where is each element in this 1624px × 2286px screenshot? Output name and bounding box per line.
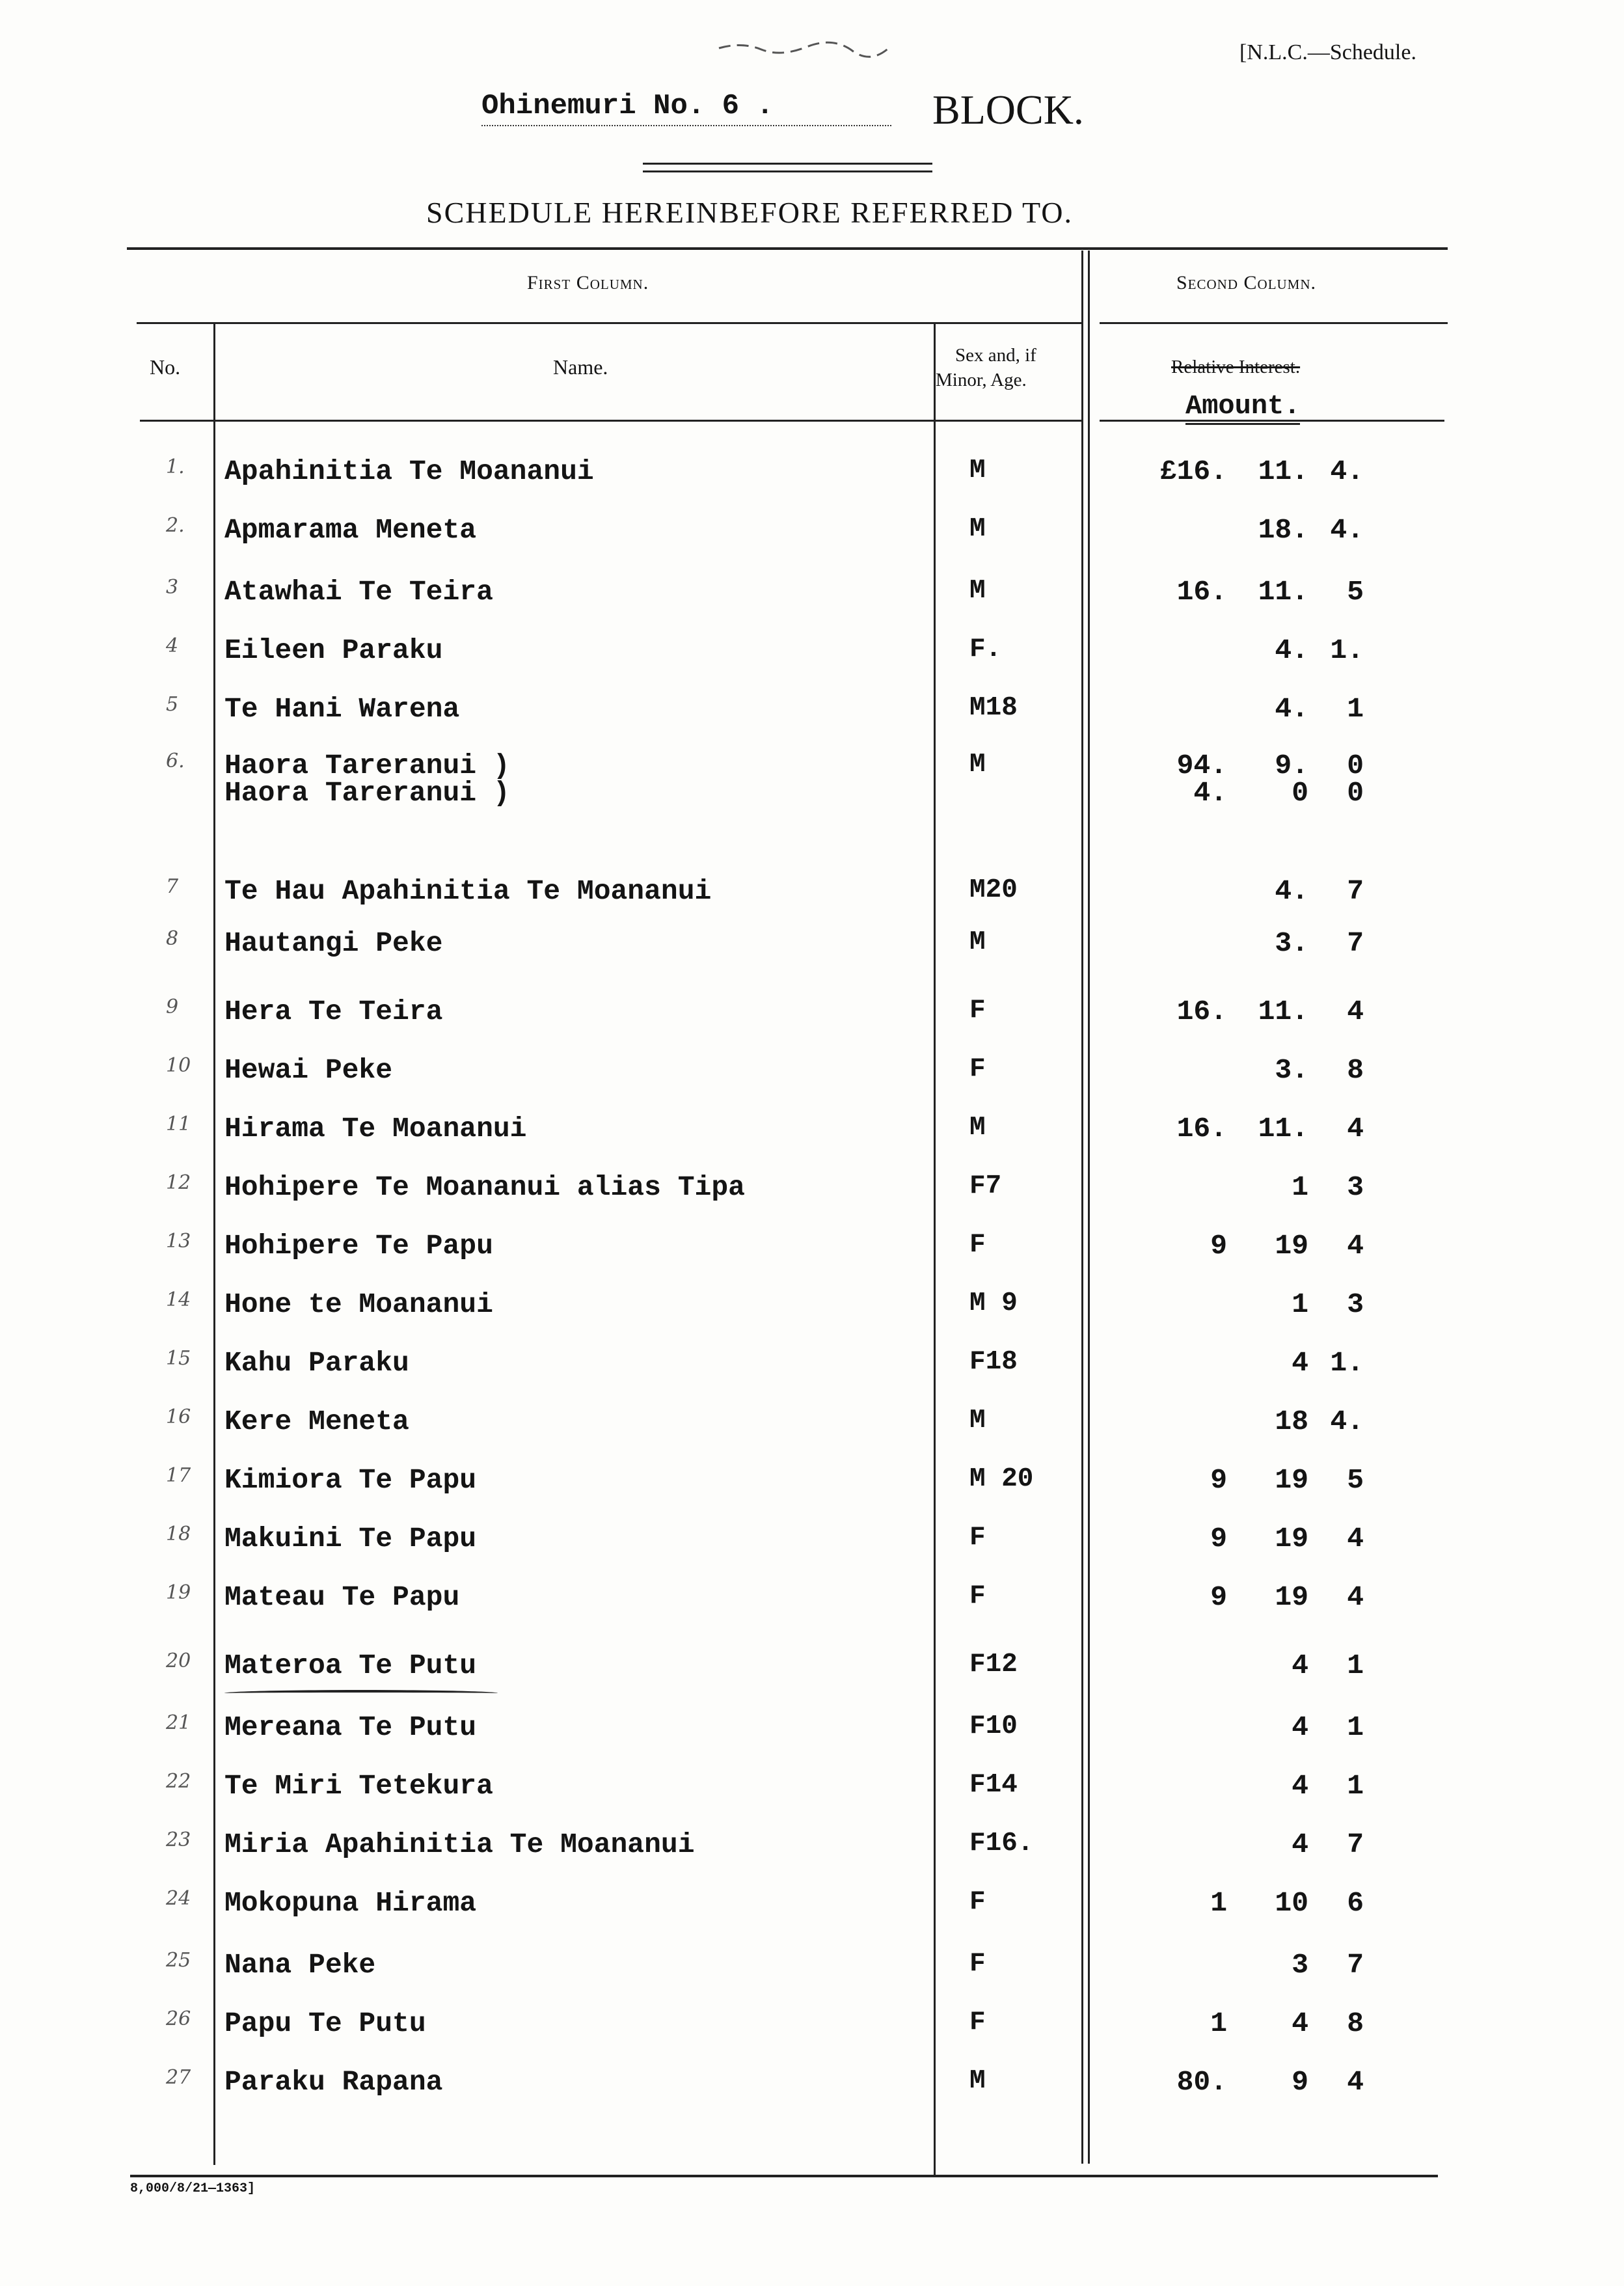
table-row xyxy=(0,1887,1624,1939)
row-name: Makuini Te Papu xyxy=(224,1523,477,1555)
table-row xyxy=(0,1171,1624,1223)
row-name: Apmarama Meneta xyxy=(224,514,477,546)
table-row xyxy=(0,1711,1624,1763)
row-amount-pence: 4 xyxy=(1347,1523,1364,1555)
row-amount-pence: 1. xyxy=(1330,1347,1364,1379)
row-amount-shillings: 4 xyxy=(1292,1650,1308,1681)
name-underline xyxy=(224,1690,498,1696)
row-amount-shillings: 18. xyxy=(1258,514,1308,546)
row-sex-age: M xyxy=(969,2066,986,2096)
row-sex-age: F18 xyxy=(969,1347,1018,1377)
row-name: Nana Peke xyxy=(224,1949,376,1981)
row-amount-pence: 4 xyxy=(1347,1113,1364,1145)
row-amount-pence: 5 xyxy=(1347,576,1364,608)
row-number: 3 xyxy=(166,576,179,599)
row-amount-pounds-second: 4. xyxy=(1193,777,1227,809)
block-name: Ohinemuri No. 6 . xyxy=(481,90,891,126)
row-sex-age: F14 xyxy=(969,1770,1018,1800)
block-label: BLOCK. xyxy=(932,87,1084,133)
row-sex-age: F xyxy=(969,2007,986,2037)
table-row xyxy=(0,1770,1624,1822)
row-amount-pounds: 1 xyxy=(1210,1887,1227,1919)
row-sex-age: M xyxy=(969,1113,986,1143)
first-column-heading: First Column. xyxy=(527,272,649,293)
row-amount-shillings: 3. xyxy=(1275,927,1308,959)
row-amount-pence: 3 xyxy=(1347,1288,1364,1320)
row-amount-pence: 4. xyxy=(1330,456,1364,487)
row-sex-age: F12 xyxy=(969,1650,1018,1680)
row-amount-pence: 1 xyxy=(1347,1650,1364,1681)
row-name: Apahinitia Te Moananui xyxy=(224,456,594,487)
row-sex-age: M xyxy=(969,750,986,780)
table-row xyxy=(0,2066,1624,2118)
row-amount-shillings: 19 xyxy=(1275,1581,1308,1613)
row-number: 14 xyxy=(166,1288,191,1311)
row-amount-shillings: 1 xyxy=(1292,1171,1308,1203)
row-number: 18 xyxy=(166,1523,191,1545)
row-name-second-line: Haora Tareranui ) xyxy=(224,777,510,809)
row-amount-shillings: 11. xyxy=(1258,996,1308,1027)
sex-heading-line1: Sex and, if xyxy=(955,345,1036,366)
table-row xyxy=(0,875,1624,927)
row-amount-pounds: 80. xyxy=(1176,2066,1227,2098)
row-amount-pence: 0 xyxy=(1347,750,1364,782)
row-number: 7 xyxy=(166,875,179,898)
row-amount-pence: 6 xyxy=(1347,1887,1364,1919)
table-row xyxy=(0,1054,1624,1106)
row-sex-age: F xyxy=(969,1054,986,1084)
row-name: Papu Te Putu xyxy=(224,2007,426,2039)
row-amount-pounds: 16. xyxy=(1176,576,1227,608)
table-row xyxy=(0,1347,1624,1399)
row-amount-shillings: 4. xyxy=(1275,634,1308,666)
row-number: 20 xyxy=(166,1650,191,1672)
row-amount-shillings: 3 xyxy=(1292,1949,1308,1981)
row-name: Paraku Rapana xyxy=(224,2066,443,2098)
row-amount-shillings: 4. xyxy=(1275,693,1308,725)
row-sex-age: F xyxy=(969,1887,986,1917)
row-amount-pence: 7 xyxy=(1347,927,1364,959)
row-amount-shillings: 1 xyxy=(1292,1288,1308,1320)
row-amount-pounds: 16. xyxy=(1176,1113,1227,1145)
table-row xyxy=(0,750,1624,809)
row-amount-pence: 4 xyxy=(1347,1581,1364,1613)
row-name: Haora Tareranui ) xyxy=(224,750,510,782)
row-sex-age: F xyxy=(969,1581,986,1611)
row-amount-shillings: 19 xyxy=(1275,1230,1308,1262)
row-name: Mateau Te Papu xyxy=(224,1581,460,1613)
row-number: 5 xyxy=(166,693,179,716)
row-amount-shillings: 19 xyxy=(1275,1523,1308,1555)
row-name: Hera Te Teira xyxy=(224,996,443,1027)
row-sex-age: M xyxy=(969,456,986,485)
row-amount-pence: 7 xyxy=(1347,875,1364,907)
row-amount-shillings: 4 xyxy=(1292,1770,1308,1802)
row-amount-shillings: 4 xyxy=(1292,2007,1308,2039)
row-amount-pence: 1 xyxy=(1347,693,1364,725)
row-number: 19 xyxy=(166,1581,191,1604)
struck-relative-interest-heading: Relative Interest. xyxy=(1171,357,1301,377)
row-name: Kahu Paraku xyxy=(224,1347,409,1379)
row-amount-pounds: 1 xyxy=(1210,2007,1227,2039)
table-row xyxy=(0,1406,1624,1458)
row-amount-pence: 4. xyxy=(1330,514,1364,546)
title-rule-top xyxy=(643,163,932,165)
row-amount-pence: 7 xyxy=(1347,1949,1364,1981)
row-amount-shillings: 11. xyxy=(1258,576,1308,608)
row-amount-shillings-second: 0 xyxy=(1292,777,1308,809)
row-sex-age: M 20 xyxy=(969,1464,1034,1494)
print-reference: 8,000/8/21—1363] xyxy=(130,2181,256,2196)
row-number: 25 xyxy=(166,1949,191,1972)
second-column-heading: Second Column. xyxy=(1176,272,1317,293)
row-sex-age: F7 xyxy=(969,1171,1002,1201)
row-amount-shillings: 3. xyxy=(1275,1054,1308,1086)
table-row xyxy=(0,1113,1624,1165)
table-row xyxy=(0,576,1624,628)
row-name: Te Miri Tetekura xyxy=(224,1770,493,1802)
table-row xyxy=(0,456,1624,508)
row-sex-age: F xyxy=(969,1523,986,1553)
subheader-rule-right xyxy=(1100,322,1448,324)
row-sex-age: F xyxy=(969,1949,986,1979)
table-row xyxy=(0,1949,1624,2001)
row-sex-age: M18 xyxy=(969,693,1018,723)
row-amount-pence: 8 xyxy=(1347,2007,1364,2039)
row-amount-pounds: 9 xyxy=(1210,1230,1227,1262)
row-sex-age: M xyxy=(969,927,986,957)
row-number: 6. xyxy=(166,750,185,772)
schedule-title: SCHEDULE HEREINBEFORE REFERRED TO. xyxy=(426,196,1074,229)
row-sex-age: M20 xyxy=(969,875,1018,905)
row-number: 17 xyxy=(166,1464,191,1487)
row-name: Mereana Te Putu xyxy=(224,1711,477,1743)
row-amount-pence: 3 xyxy=(1347,1171,1364,1203)
row-number: 1. xyxy=(166,456,185,478)
row-name: Hohipere Te Papu xyxy=(224,1230,493,1262)
row-name: Kere Meneta xyxy=(224,1406,409,1437)
row-amount-pence: 4 xyxy=(1347,1230,1364,1262)
row-amount-shillings: 4 xyxy=(1292,1347,1308,1379)
row-number: 4 xyxy=(166,634,179,657)
name-heading: Name. xyxy=(553,355,608,379)
subheader-rule-left xyxy=(137,322,1083,324)
sex-heading-line2: Minor, Age. xyxy=(936,370,1027,390)
row-number: 11 xyxy=(166,1113,191,1136)
row-amount-shillings: 18 xyxy=(1275,1406,1308,1437)
row-amount-pounds: 9 xyxy=(1210,1464,1227,1496)
row-amount-shillings: 9 xyxy=(1292,2066,1308,2098)
row-name: Atawhai Te Teira xyxy=(224,576,493,608)
row-amount-shillings: 11. xyxy=(1258,456,1308,487)
form-reference: [N.L.C.—Schedule. xyxy=(1239,40,1416,64)
row-name: Eileen Paraku xyxy=(224,634,443,666)
table-row xyxy=(0,514,1624,566)
row-name: Materoa Te Putu xyxy=(224,1650,477,1681)
row-amount-shillings: 4 xyxy=(1292,1829,1308,1860)
table-row xyxy=(0,1523,1624,1575)
row-amount-pence: 8 xyxy=(1347,1054,1364,1086)
row-sex-age: M 9 xyxy=(969,1288,1018,1318)
row-amount-pence: 1. xyxy=(1330,634,1364,666)
row-name: Hewai Peke xyxy=(224,1054,393,1086)
row-number: 9 xyxy=(166,996,179,1018)
header-bottom-rule-left xyxy=(140,420,1083,422)
row-amount-shillings: 11. xyxy=(1258,1113,1308,1145)
row-sex-age: F. xyxy=(969,634,1002,664)
row-sex-age: M xyxy=(969,514,986,544)
row-number: 12 xyxy=(166,1171,191,1194)
row-amount-pounds: £16. xyxy=(1159,456,1227,487)
row-name: Hirama Te Moananui xyxy=(224,1113,527,1145)
row-number: 2. xyxy=(166,514,185,537)
row-amount-shillings: 4. xyxy=(1275,875,1308,907)
row-amount-pence: 4 xyxy=(1347,2066,1364,2098)
row-number: 24 xyxy=(166,1887,191,1910)
table-row xyxy=(0,2007,1624,2060)
row-sex-age: M xyxy=(969,1406,986,1436)
title-rule-bottom xyxy=(643,170,932,172)
row-number: 23 xyxy=(166,1829,191,1851)
table-row xyxy=(0,1230,1624,1282)
table-row xyxy=(0,1464,1624,1516)
row-amount-pence: 1 xyxy=(1347,1711,1364,1743)
amount-heading: Amount. xyxy=(1185,390,1300,425)
row-amount-shillings: 9. xyxy=(1275,750,1308,782)
row-name: Hone te Moananui xyxy=(224,1288,493,1320)
row-number: 13 xyxy=(166,1230,191,1253)
row-sex-age: F xyxy=(969,1230,986,1260)
row-amount-pounds: 9 xyxy=(1210,1523,1227,1555)
row-amount-pounds: 9 xyxy=(1210,1581,1227,1613)
row-sex-age: F xyxy=(969,996,986,1026)
row-amount-pounds: 94. xyxy=(1176,750,1227,782)
table-bottom-rule xyxy=(130,2175,1438,2177)
row-name: Hautangi Peke xyxy=(224,927,443,959)
row-name: Kimiora Te Papu xyxy=(224,1464,477,1496)
table-row xyxy=(0,634,1624,687)
row-name: Te Hau Apahinitia Te Moananui xyxy=(224,875,712,907)
row-number: 22 xyxy=(166,1770,191,1793)
table-row xyxy=(0,996,1624,1048)
table-row xyxy=(0,693,1624,745)
header-smudge xyxy=(716,39,898,59)
row-number: 10 xyxy=(166,1054,191,1077)
row-amount-pounds: 16. xyxy=(1176,996,1227,1027)
table-top-rule xyxy=(127,247,1448,250)
row-amount-shillings: 4 xyxy=(1292,1711,1308,1743)
row-amount-pence: 5 xyxy=(1347,1464,1364,1496)
row-name: Te Hani Warena xyxy=(224,693,460,725)
row-amount-pence: 4 xyxy=(1347,996,1364,1027)
row-amount-shillings: 19 xyxy=(1275,1464,1308,1496)
table-row xyxy=(0,1829,1624,1881)
row-name: Hohipere Te Moananui alias Tipa xyxy=(224,1171,745,1203)
table-row xyxy=(0,927,1624,979)
row-number: 26 xyxy=(166,2007,191,2030)
row-amount-pence-second: 0 xyxy=(1347,777,1364,809)
row-name: Miria Apahinitia Te Moananui xyxy=(224,1829,695,1860)
row-number: 15 xyxy=(166,1347,191,1370)
row-sex-age: M xyxy=(969,576,986,606)
table-row xyxy=(0,1288,1624,1340)
row-number: 27 xyxy=(166,2066,191,2089)
row-number: 8 xyxy=(166,927,179,950)
no-heading: No. xyxy=(150,355,181,379)
table-row xyxy=(0,1581,1624,1633)
row-amount-pence: 7 xyxy=(1347,1829,1364,1860)
row-amount-shillings: 10 xyxy=(1275,1887,1308,1919)
row-name: Mokopuna Hirama xyxy=(224,1887,477,1919)
row-amount-pence: 4. xyxy=(1330,1406,1364,1437)
row-sex-age: F10 xyxy=(969,1711,1018,1741)
row-number: 16 xyxy=(166,1406,191,1428)
row-amount-pence: 1 xyxy=(1347,1770,1364,1802)
row-number: 21 xyxy=(166,1711,191,1734)
row-sex-age: F16. xyxy=(969,1829,1034,1858)
